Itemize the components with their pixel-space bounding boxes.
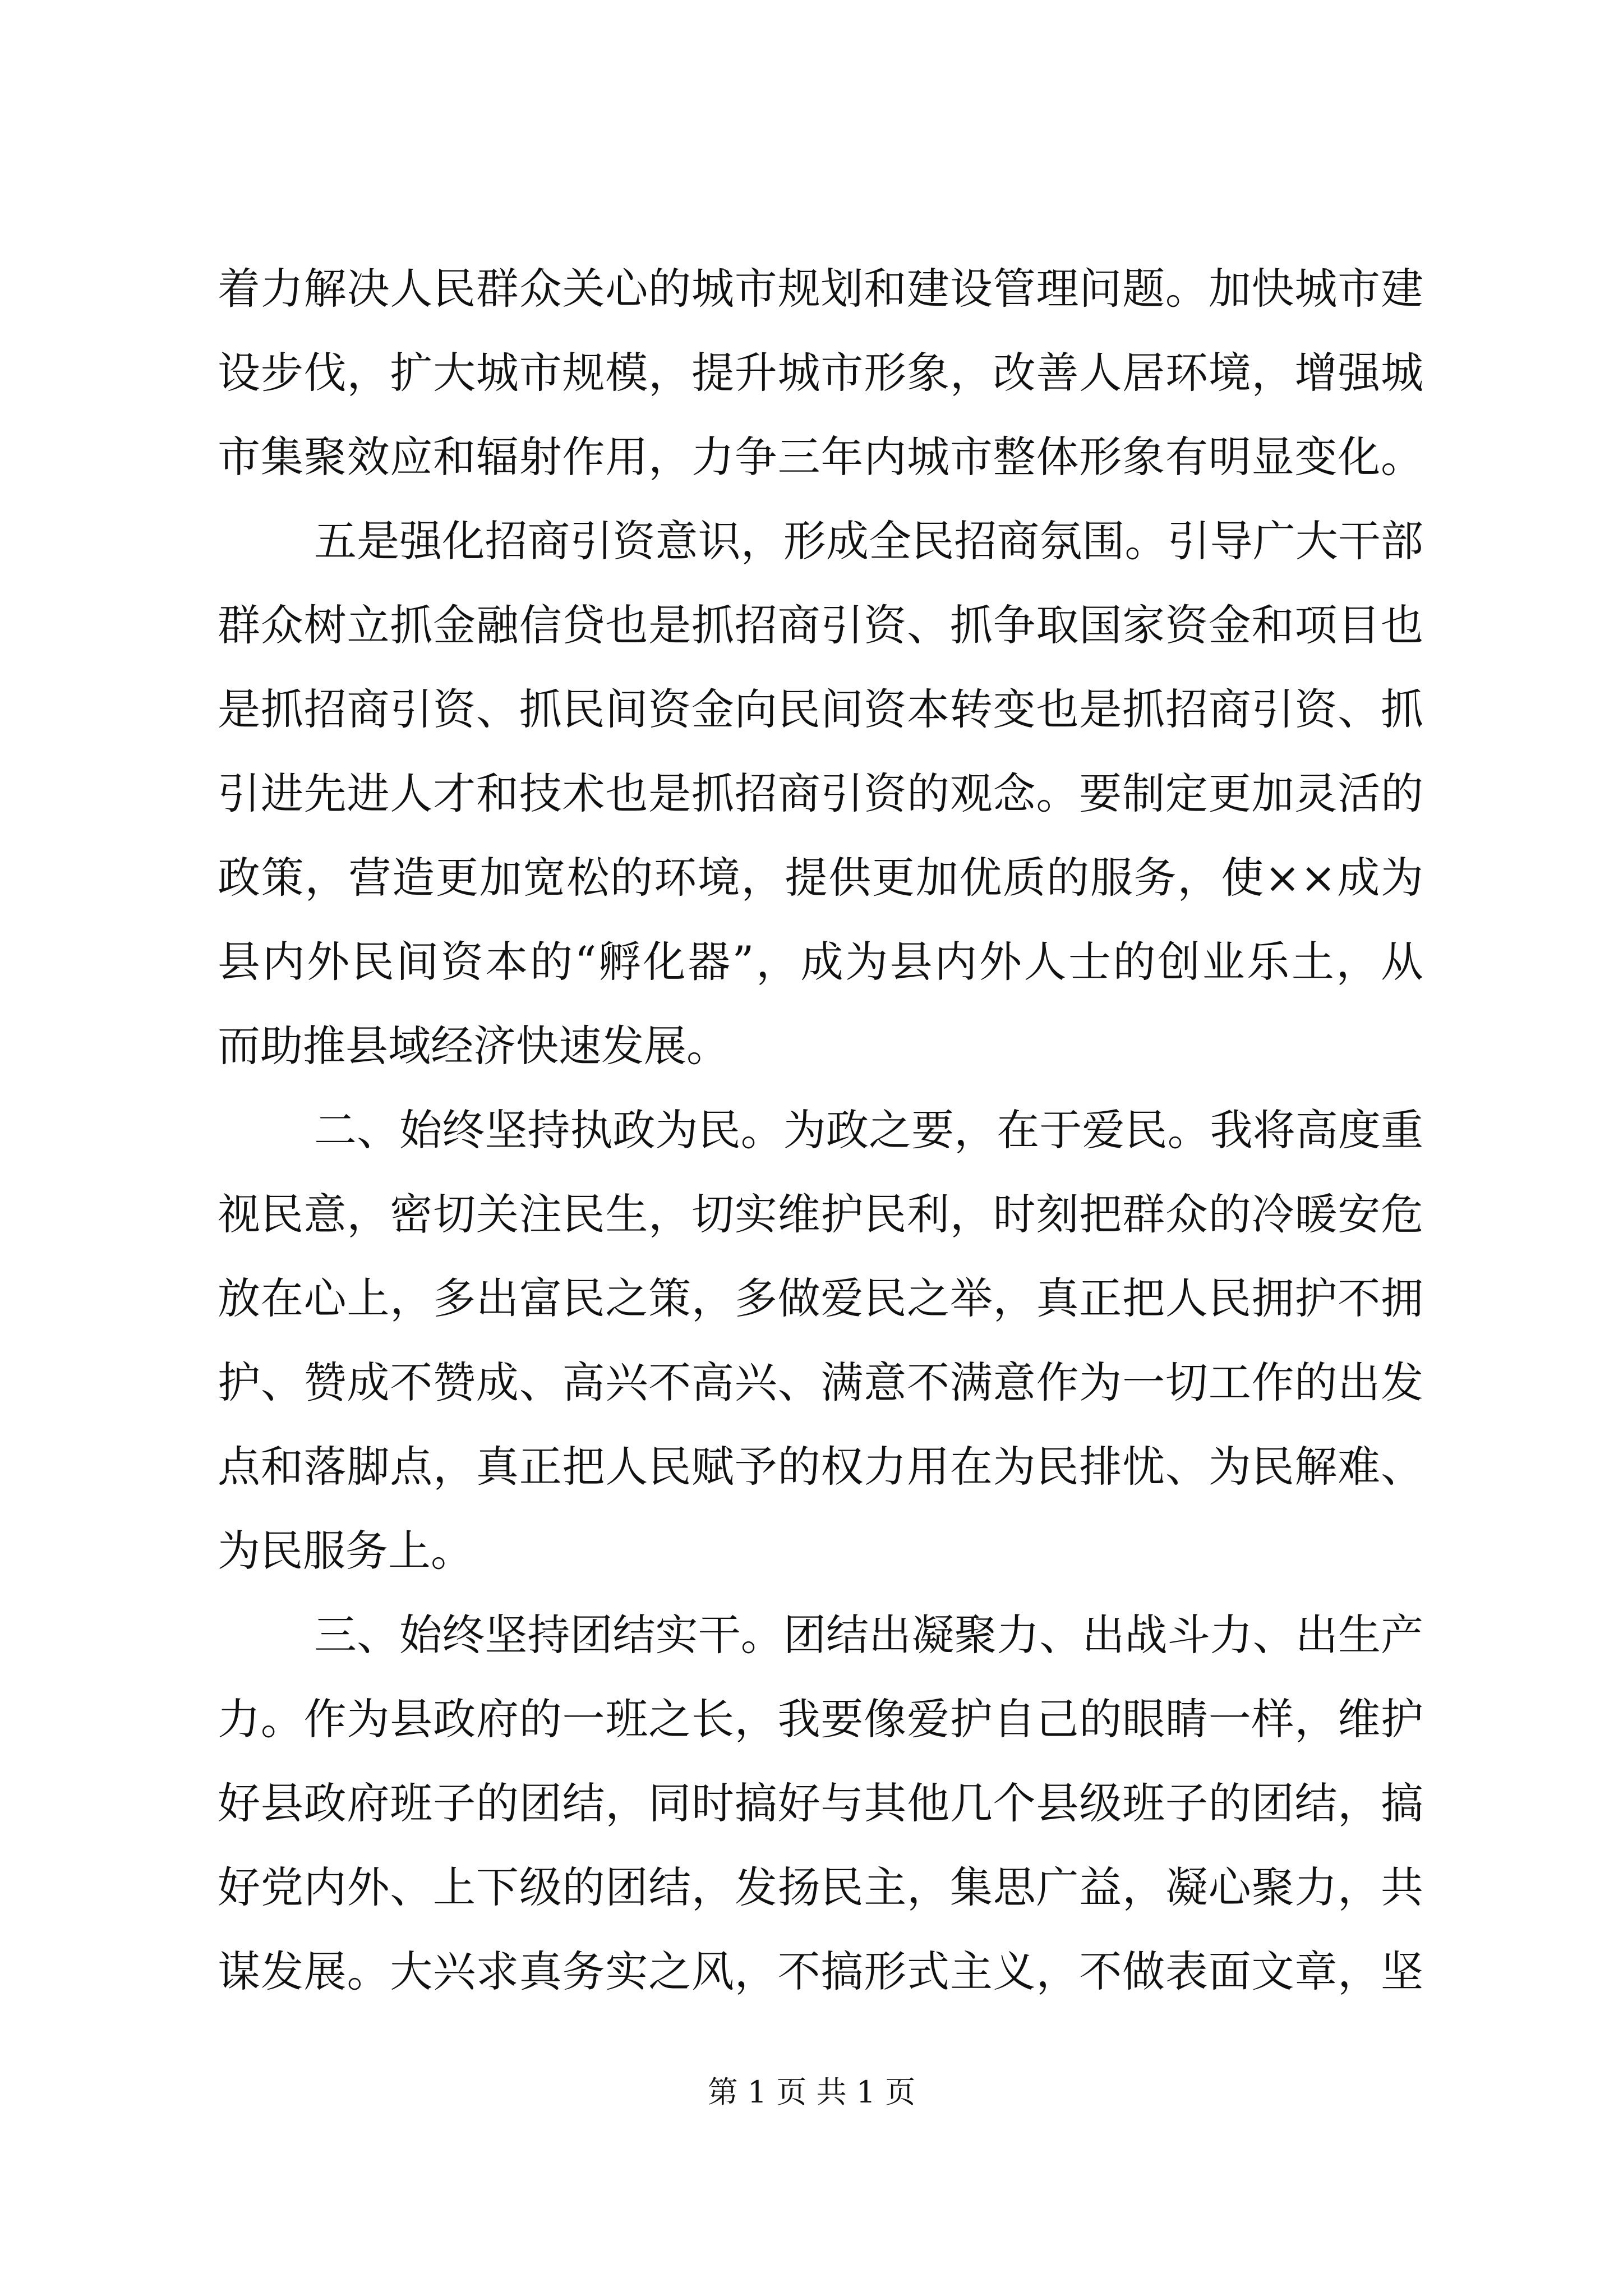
text-line: 视民意，密切关注民生，切实维护民利，时刻把群众的冷暖安危	[218, 1189, 1423, 1239]
text-line: 放在心上，多出富民之策，多做爱民之举，真正把人民拥护不拥	[218, 1273, 1423, 1323]
paragraph-start-line: 二、始终坚持执政为民。为政之要，在于爱民。我将高度重	[314, 1105, 1423, 1155]
text-line: 好党内外、上下级的团结，发扬民主，集思广益，凝心聚力，共	[218, 1862, 1423, 1912]
paragraph-end-line: 为民服务上。	[218, 1526, 473, 1576]
text-line: 引进先进人才和技术也是抓招商引资的观念。要制定更加灵活的	[218, 769, 1423, 818]
paragraph-start-line: 五是强化招商引资意识，形成全民招商氛围。引导广大干部	[314, 516, 1423, 566]
text-line: 县内外民间资本的“孵化器”，成为县内外人士的创业乐土，从	[218, 937, 1423, 987]
paragraph-end-line: 而助推县域经济快速发展。	[218, 1021, 729, 1071]
page-number-footer: 第 1 页 共 1 页	[707, 2074, 916, 2110]
text-line: 是抓招商引资、抓民间资金向民间资本转变也是抓招商引资、抓	[218, 684, 1423, 734]
text-line: 市集聚效应和辐射作用，力争三年内城市整体形象有明显变化。	[218, 432, 1423, 482]
text-line: 护、赞成不赞成、高兴不高兴、满意不满意作为一切工作的出发	[218, 1358, 1423, 1407]
text-line: 政策，营造更加宽松的环境，提供更加优质的服务，使××成为	[218, 853, 1423, 903]
text-line: 着力解决人民群众关心的城市规划和建设管理问题。加快城市建	[218, 264, 1423, 314]
text-line: 好县政府班子的团结，同时搞好与其他几个县级班子的团结，搞	[218, 1778, 1423, 1828]
text-line: 点和落脚点，真正把人民赋予的权力用在为民排忧、为民解难、	[218, 1442, 1423, 1492]
text-line: 力。作为县政府的一班之长，我要像爱护自己的眼睛一样，维护	[218, 1694, 1423, 1744]
text-line: 谋发展。大兴求真务实之风，不搞形式主义，不做表面文章，坚	[218, 1947, 1423, 1996]
paragraph-start-line: 三、始终坚持团结实干。团结出凝聚力、出战斗力、出生产	[314, 1610, 1423, 1660]
text-line: 群众树立抓金融信贷也是抓招商引资、抓争取国家资金和项目也	[218, 600, 1423, 650]
text-line: 设步伐，扩大城市规模，提升城市形象，改善人居环境，增强城	[218, 348, 1423, 398]
